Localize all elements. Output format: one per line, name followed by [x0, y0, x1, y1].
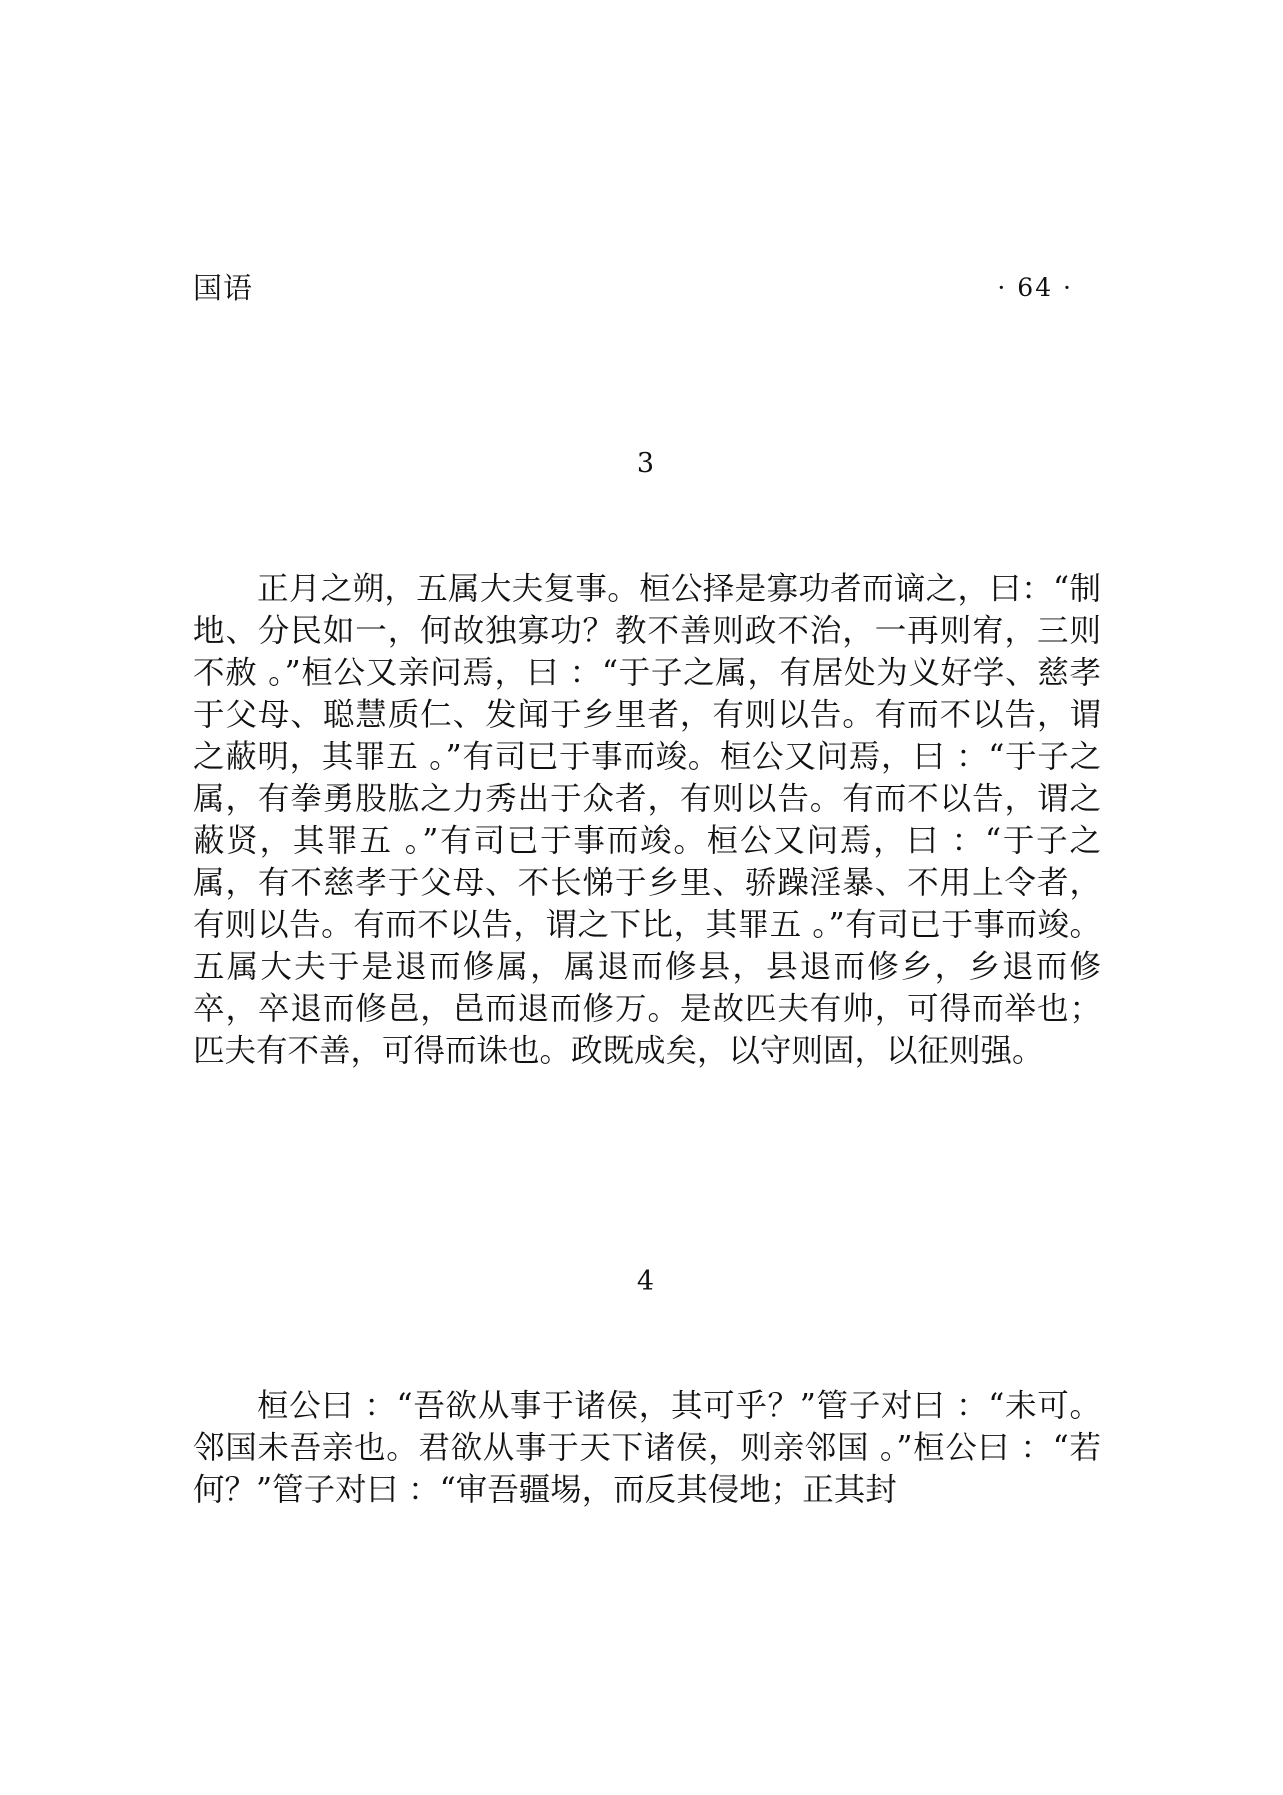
page-header: [193, 268, 1073, 308]
section-3-paragraph: 正月之朔，五属大夫复事。桓公择是寡功者而谪之，曰：“制地、分民如一，何故独寡功？教不善则政不治，一再则宥，三则不赦 。”桓公又亲问焉，曰 ：“于子之属，有居处为义好学、慈孝于父母、聪慧质仁、发闻于乡里者，有则以告。有而不以告，谓之蔽明，其罪五 。”有司已于事而竣。桓公又问焉，曰 ：“于子之属，有拳勇股肱之力秀出于众者，有则以告。有而不以告，谓之蔽贤，其罪五 。”有司已于事而竣。桓公又问焉，曰 ：“于子之属，有不慈孝于父母、不长悌于乡里、骄躁淫暴、不用上令者，有则以告。有而不以告，谓之下比，其罪五 。”有司已于事而竣。五属大夫于是退而修属，属退而修县，县退而修乡，乡退而修卒，卒退而修邑，邑而退而修万。是故匹夫有帅，可得而举也；匹夫有不善，可得而诛也。政既成矣，以守则固，以征则强。: [193, 571, 1101, 1069]
page-number: · 64 ·: [997, 273, 1073, 302]
book-title: 国语: [193, 271, 254, 305]
section-number-4: 4: [636, 1266, 655, 1297]
section-4-paragraph: 桓公曰 ：“吾欲从事于诸侯，其可乎？”管子对曰 ：“未可。邻国未吾亲也。君欲从事于天下诸侯，则亲邻国 。”桓公曰 ：“若何？”管子对曰 ：“审吾疆埸，而反其侵地；正其封: [193, 1388, 1101, 1508]
section-number-3: 3: [636, 448, 655, 479]
